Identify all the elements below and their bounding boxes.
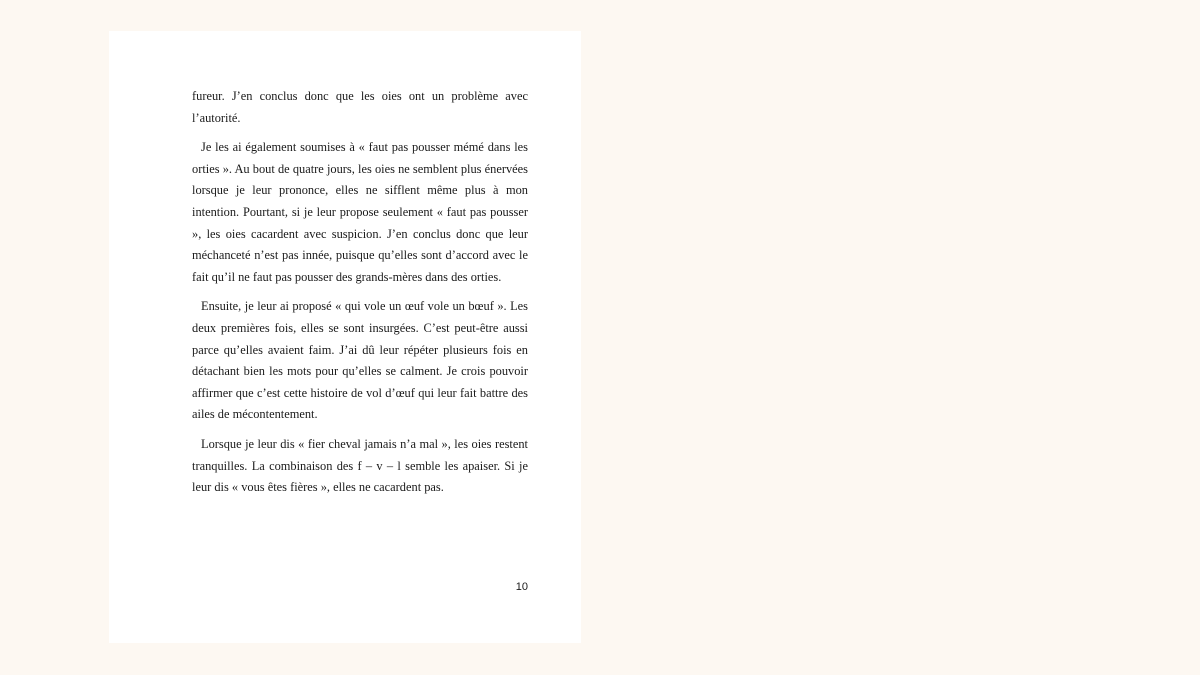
document-page bbox=[109, 31, 581, 643]
paragraph-3: Ensuite, je leur ai proposé « qui vole un œuf vole un bœuf ». Les deux premières fois, elles se sont insurgées. C’est peut-être aussi parce qu’elles avaient faim. J’ai dû leur répéter plusieurs fois en détachant bien les mots pour qu’elles se calment. Je crois pouvoir affirmer que c’est cette histoire de vol d’œuf qui leur fait battre des ailes de mécontentement. bbox=[192, 299, 528, 422]
paragraph-4: Lorsque je leur dis « fier cheval jamais n’a mal », les oies restent tranquilles. La combinaison des f – v – l semble les apaiser. Si je leur dis « vous êtes fières », elles ne cacardent pas. bbox=[192, 436, 528, 495]
page-number: 10 bbox=[515, 581, 528, 593]
page-body bbox=[192, 86, 528, 507]
paragraph-1: fureur. J’en conclus donc que les oies ont un problème avec l’autorité. bbox=[192, 89, 528, 125]
paragraph-2: Je les ai également soumises à « faut pas pousser mémé dans les orties ». Au bout de quatre jours, les oies ne semblent plus énervées lorsque je leur prononce, elles ne sifflent même plus à mon intention. Pourtant, si je leur propose seulement « faut pas pousser », les oies cacardent avec suspicion. J’en conclus donc que leur méchanceté n’est pas innée, puisque qu’elles sont d’accord avec le fait qu’il ne faut pas pousser des grands-mères dans des orties. bbox=[192, 140, 528, 284]
